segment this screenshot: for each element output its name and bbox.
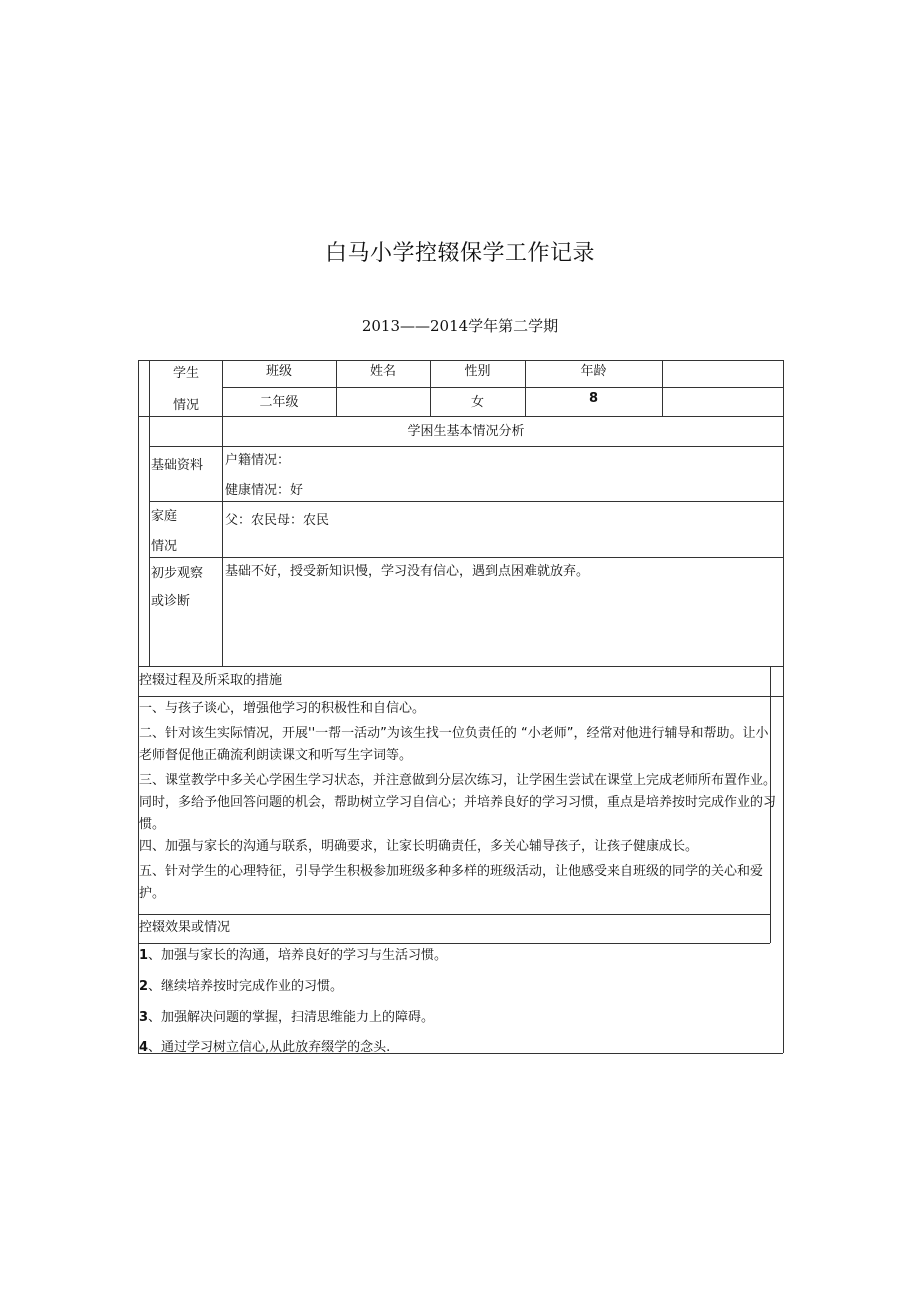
measure-item: 二、针对该生实际情况，开展''一帮一活动”为该生找一位负责任的 “小老师”，经常对他进行辅导和帮助。让小老师督促他正确流利朗读课文和听写生字词等。 bbox=[139, 726, 769, 763]
effect-item: 1、加强与家长的沟通，培养良好的学习与生活习惯。 bbox=[139, 948, 448, 963]
measure-item: 五、针对学生的心理特征，引导学生积极参加班级多种多样的班级活动，让他感受来自班级的同学的关心和爱护。 bbox=[139, 864, 764, 901]
header-name: 姓名 bbox=[369, 364, 396, 379]
page-title: 白马小学控辍保学工作记录 bbox=[324, 241, 595, 266]
analysis-section-title: 学困生基本情况分析 bbox=[407, 424, 525, 439]
effects-heading: 控辍效果或情况 bbox=[139, 920, 231, 935]
measure-item: 四、加强与家长的沟通与联系，明确要求，让家长明确责任，多关心辅导孩子，让孩子健康成长。 bbox=[139, 839, 699, 854]
diagnosis-label-1: 初步观察 bbox=[151, 566, 204, 581]
health-info: 健康情况：好 bbox=[225, 483, 304, 498]
effect-item: 3、加强解决问题的掌握，扫清思维能力上的障碍。 bbox=[139, 1010, 435, 1025]
measure-item: 一、与孩子谈心，增强他学习的积极性和自信心。 bbox=[139, 701, 426, 716]
effect-item: 4、通过学习树立信心,从此放弃缀学的念头. bbox=[139, 1040, 391, 1055]
value-age: 8 bbox=[588, 391, 599, 406]
household-info: 户籍情况： bbox=[225, 453, 291, 468]
student-label-1: 学生 bbox=[172, 366, 199, 381]
measure-item: 三、课堂教学中多关心学困生学习状态，并注意做到分层次练习，让学困生尝试在课堂上完成老师所布置作业。同时，多给予他回答问题的机会，帮助树立学习自信心；并培养良好的学习习惯，重点是培养按时完成作业的习惯。 bbox=[139, 773, 777, 832]
family-content: 父：农民母：农民 bbox=[225, 513, 330, 528]
value-class: 二年级 bbox=[259, 395, 299, 410]
measures-heading: 控辍过程及所采取的措施 bbox=[139, 673, 283, 688]
page-subtitle: 2013——2014学年第二学期 bbox=[361, 317, 559, 335]
diagnosis-label-2: 或诊断 bbox=[151, 594, 191, 609]
value-gender: 女 bbox=[470, 395, 484, 410]
family-label-2: 情况 bbox=[151, 539, 178, 554]
diagnosis-content: 基础不好，授受新知识慢，学习没有信心，遇到点困难就放弃。 bbox=[225, 564, 590, 579]
student-label-2: 情况 bbox=[172, 398, 199, 413]
header-gender: 性别 bbox=[464, 364, 491, 379]
header-age: 年龄 bbox=[580, 364, 607, 379]
header-class: 班级 bbox=[265, 364, 292, 379]
effect-item: 2、继续培养按时完成作业的习惯。 bbox=[139, 979, 344, 994]
family-label-1: 家庭 bbox=[151, 509, 178, 524]
basic-info-label: 基础资料 bbox=[151, 458, 204, 473]
